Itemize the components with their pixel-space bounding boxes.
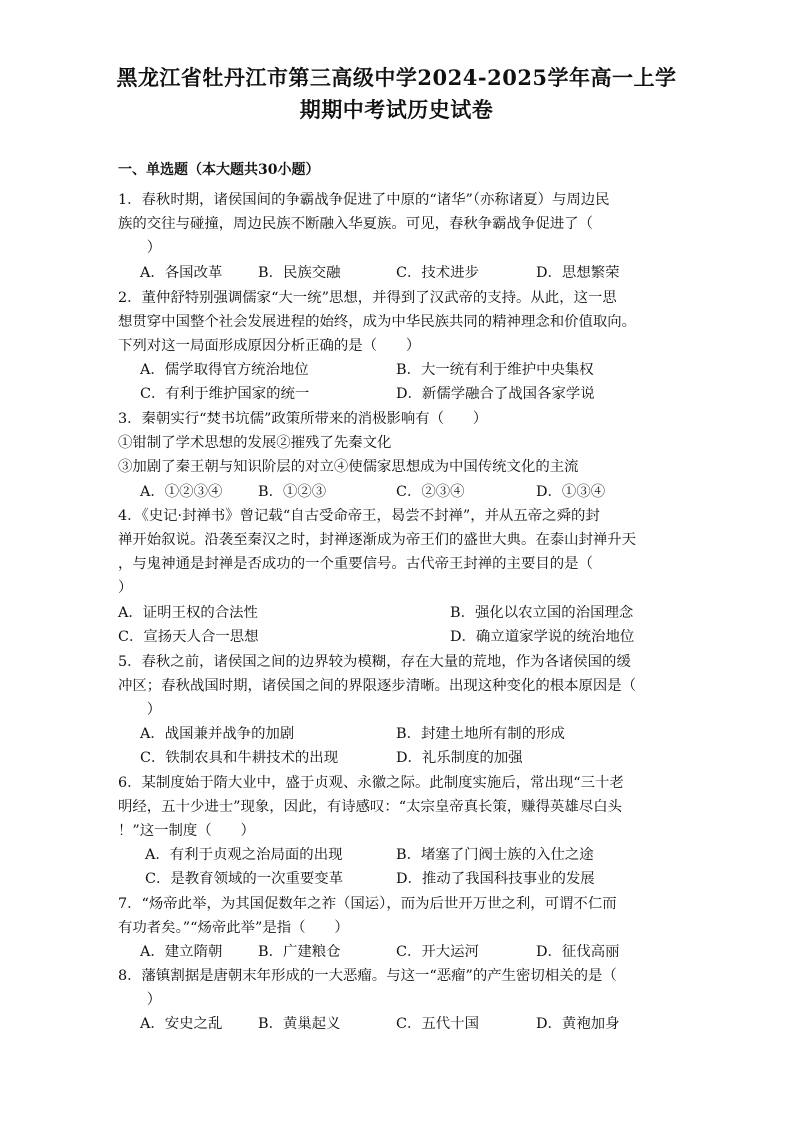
q4-stem-line-3: ，与鬼神通是封禅是否成功的一个重要信号。古代帝王封禅的主要目的是（ [118,556,593,572]
q3-option-a: A．①②③④ [140,484,223,500]
q2-option-d: D．新儒学融合了战国各家学说 [396,386,595,402]
q4-stem-line-2: 禅开始叙说。沿袭至秦汉之时，封禅逐渐成为帝王们的盛世大典。在泰山封禅升天 [118,532,637,548]
q4-option-b: B．强化以农立国的治国理念 [450,605,634,621]
q5-option-b: B．封建土地所有制的形成 [396,726,565,742]
q4-stem-line-1: 4．《史记·封禅书》曾记载“自古受命帝王，曷尝不封禅”，并从五帝之舜的封 [118,508,600,524]
q2-stem-line-3: 下列对这一局面形成原因分析正确的是（ ） [118,338,421,354]
q8-stem-line-2: ） [118,992,162,1008]
q7-option-b: B．广建粮仓 [258,944,341,960]
q3-stem-line-3: ③加剧了秦王朝与知识阶层的对立④使儒家思想成为中国传统文化的主流 [118,459,579,475]
q5-option-d: D．礼乐制度的加强 [396,750,523,766]
q1-stem-line-2: 族的交往与碰撞，周边民族不断融入华夏族。可见，春秋争霸战争促进了（ [118,216,593,232]
q2-stem-line-1: 2．董仲舒特别强调儒家“大一统”思想，并得到了汉武帝的支持。从此，这一思 [118,290,617,306]
q7-stem-line-2: 有功者矣。”“炀帝此举”是指（ ） [118,920,349,936]
q6-stem-line-3: ！”这一制度（ ） [118,823,255,839]
document-title [60,62,733,126]
q8-option-d: D．黄袍加身 [536,1016,620,1032]
q2-stem-line-2: 想贯穿中国整个社会发展进程的始终，成为中华民族共同的精神理念和价值取向。 [118,314,637,330]
q4-option-a: A．证明王权的合法性 [118,605,258,621]
q3-option-d: D．①③④ [536,484,606,500]
q2-option-a: A．儒学取得官方统治地位 [140,362,309,378]
q8-option-a: A．安史之乱 [140,1016,223,1032]
q1-option-c: C．技术进步 [396,265,479,281]
q5-option-a: A．战国兼并战争的加剧 [140,726,295,742]
q2-option-b: B．大一统有利于维护中央集权 [396,362,594,378]
q3-option-b: B．①②③ [258,484,327,500]
q7-option-c: C．开大运河 [396,944,479,960]
section-header: 一、单选题（本大题共30小题） [118,162,320,178]
q5-stem-line-1: 5．春秋之前，诸侯国之间的边界较为模糊，存在大量的荒地，作为各诸侯国的缓 [118,654,631,670]
q5-option-c: C．铁制农具和牛耕技术的出现 [140,750,339,766]
q5-stem-line-3: ） [118,702,162,718]
q7-option-d: D．征伐高丽 [536,944,620,960]
q6-option-d: D．推动了我国科技事业的发展 [396,871,595,887]
q6-option-a: A．有利于贞观之治局面的出现 [145,847,343,863]
q1-stem-line-1: 1．春秋时期，诸侯国间的争霸战争促进了中原的“诸华”（亦称诸夏）与周边民 [118,192,610,208]
title-line-2: 期期中考试历史试卷 [299,97,494,122]
q1-option-b: B．民族交融 [258,265,341,281]
q3-stem-line-1: 3．秦朝实行“焚书坑儒”政策所带来的消极影响有（ ） [118,411,488,427]
q1-option-a: A．各国改革 [140,265,223,281]
q1-option-d: D．思想繁荣 [536,265,620,281]
q6-stem-line-1: 6．某制度始于隋大业中，盛于贞观、永徽之际。此制度实施后，常出现“三十老 [118,775,624,791]
title-line-1: 黑龙江省牡丹江市第三高级中学2024-2025学年高一上学 [116,65,677,90]
q4-option-d: D．确立道家学说的统治地位 [450,629,635,645]
q1-stem-line-3: ） [118,240,162,256]
q3-stem-line-2: ①钳制了学术思想的发展②摧残了先秦文化 [118,435,392,451]
q4-option-c: C．宣扬天人合一思想 [118,629,259,645]
q3-option-c: C．②③④ [396,484,465,500]
q8-option-c: C．五代十国 [396,1016,479,1032]
q8-option-b: B．黄巢起义 [258,1016,341,1032]
q4-stem-line-4: ） [118,580,133,596]
q2-option-c: C．有利于维护国家的统一 [140,386,310,402]
q7-stem-line-1: 7．“炀帝此举，为其国促数年之祚（国运），而为后世开万世之利，可谓不仁而 [118,896,617,912]
q7-option-a: A．建立隋朝 [140,944,223,960]
q6-stem-line-2: 明经，五十少进士”现象，因此，有诗感叹：“太宗皇帝真长策，赚得英雄尽白头 [118,799,622,815]
q6-option-c: C．是教育领域的一次重要变革 [145,871,344,887]
q6-option-b: B．堵塞了门阀士族的入仕之途 [396,847,594,863]
q8-stem-line-1: 8．藩镇割据是唐朝末年形成的一大恶瘤。与这一“恶瘤”的产生密切相关的是（ [118,968,617,984]
q5-stem-line-2: 冲区；春秋战国时期，诸侯国之间的界限逐步清晰。出现这种变化的根本原因是（ [118,678,637,694]
